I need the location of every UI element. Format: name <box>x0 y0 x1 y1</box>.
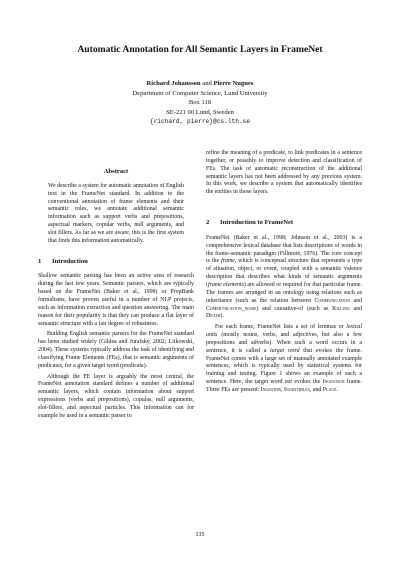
frame-name: Death <box>206 313 221 320</box>
author-affiliation: Department of Computer Science, Lund University <box>132 89 268 97</box>
emphasis: frame <box>221 258 235 265</box>
author-name: Richard Johansson <box>146 80 201 87</box>
frame-name: Communication <box>314 297 351 304</box>
author-address-city: SE-221 00 Lund, Sweden <box>166 108 234 116</box>
paragraph: Building English semantic parsers for the FrameNet standard has been studied widely (Gildea and Jurafsky, 2002; Litkowski, 2004). These systems typically address the task of identifying and classifying Frame Elements (FEs), that is semantic arguments of predicates, for a given target word (predicate). <box>38 331 194 369</box>
emphasis: target word <box>270 347 300 354</box>
author-address-box: Box 118 <box>188 99 212 107</box>
section-title: Introduction to FrameNet <box>220 219 294 227</box>
page-number: 135 <box>195 532 205 538</box>
section-heading <box>206 219 362 227</box>
abstract-heading: Abstract <box>103 168 129 175</box>
paragraph: FrameNet (Baker et al., 1998; Johnson et al., 2003) is a comprehensive lexical database that lists descriptions of words in the frame-semantic paradigm (Fillmore, 1976). The core concept is the frame, which is conceptual structure that represents a type of situation, object, or event, coupled with a semantic valence description that describes what kinds of semantic arguments (frame elements) are allowed or required for that particular frame. The frames are arranged in an ontology using relations such as inheritance (such as the relation between Communication and Communication_noise) and causative-of (such as Killing and Death). <box>206 234 363 320</box>
emphasis: eat <box>284 379 293 386</box>
section-title: Introduction <box>52 257 88 265</box>
author-name: Pierre Nugues <box>213 80 254 87</box>
section-number: 2 <box>206 219 210 227</box>
left-column <box>38 151 194 421</box>
paragraph: refine the meaning of a predicate, to link predicates in a sentence together, or possibly to improve detection and classification of FEs. The task of automatic reconstruction of the additional semantic layers has not been addressed by any previous system. In this work, we describe a system that automatically identifies the entities in those layers. <box>206 150 362 196</box>
author-names <box>30 79 370 89</box>
frame-name: Ingestion <box>322 379 345 386</box>
paragraph: For each frame, FrameNet lists a set of lemmas or lexical units (mostly nouns, verbs, and adjectives, but also a few prepositions and adverbs). When such a word occurs in a sentence, it is called a target word that evokes the frame. FrameNet comes with a large set of manually annotated example sentences, which is typically used by statistical systems for training and testing. Figure 1 shows an example of such a sentence. Here, the target word eat evokes the Ingestion frame. Three FEs are present: Ingestor, Ingestibles, and Place. <box>206 324 362 393</box>
author-conjunction: and <box>202 80 212 87</box>
frame-name: Communication_noise <box>206 305 257 312</box>
paragraph: Shallow semantic parsing has been an active area of research during the last few years. Semantic parsers, which are typically based on the FrameNet (Baker et al., 1998) or PropBank formalisms, have proven useful in a number of NLP projects, such as information extraction and question answering. The main reason for their popularity is that they can produce a flat layer of semantic structure with a fair degree of robustness. <box>38 273 194 327</box>
section-number: 1 <box>38 257 42 265</box>
paper-title: Automatic Annotation for All Semantic Layers in FrameNet <box>77 44 323 55</box>
author-email: {richard, pierre}@cs.lth.se <box>149 118 251 126</box>
frame-element-name: Place <box>322 386 337 393</box>
frame-element-name: Ingestor <box>260 386 281 393</box>
frame-name: Killing <box>332 305 350 312</box>
abstract-text: We describe a system for automatic annotation of English text in the FrameNet standard. In addition to the conventional annotation of frame elements and their semantic roles, we annotate additional semantic information such as support verbs and prepositions, aspectual markers, copular verbs, null arguments, and slot fillers. As far as we are aware, this is the first system that finds this information automatically. <box>48 182 184 244</box>
author-block <box>30 79 370 127</box>
emphasis: frame elements <box>207 281 244 288</box>
section-heading <box>38 258 194 266</box>
frame-element-name: Ingestibles <box>283 386 310 393</box>
paragraph: Although the FE layer is arguably the most central, the FrameNet annotation standard defines a number of additional semantic layers, which contain information about support expressions (verbs and prepositions), copulas, null arguments, slot-fillers, and aspectual particles. This information can for example be used in a semantic parser to <box>38 373 194 419</box>
emphasis: lexical units <box>206 324 362 339</box>
right-column <box>206 150 362 395</box>
